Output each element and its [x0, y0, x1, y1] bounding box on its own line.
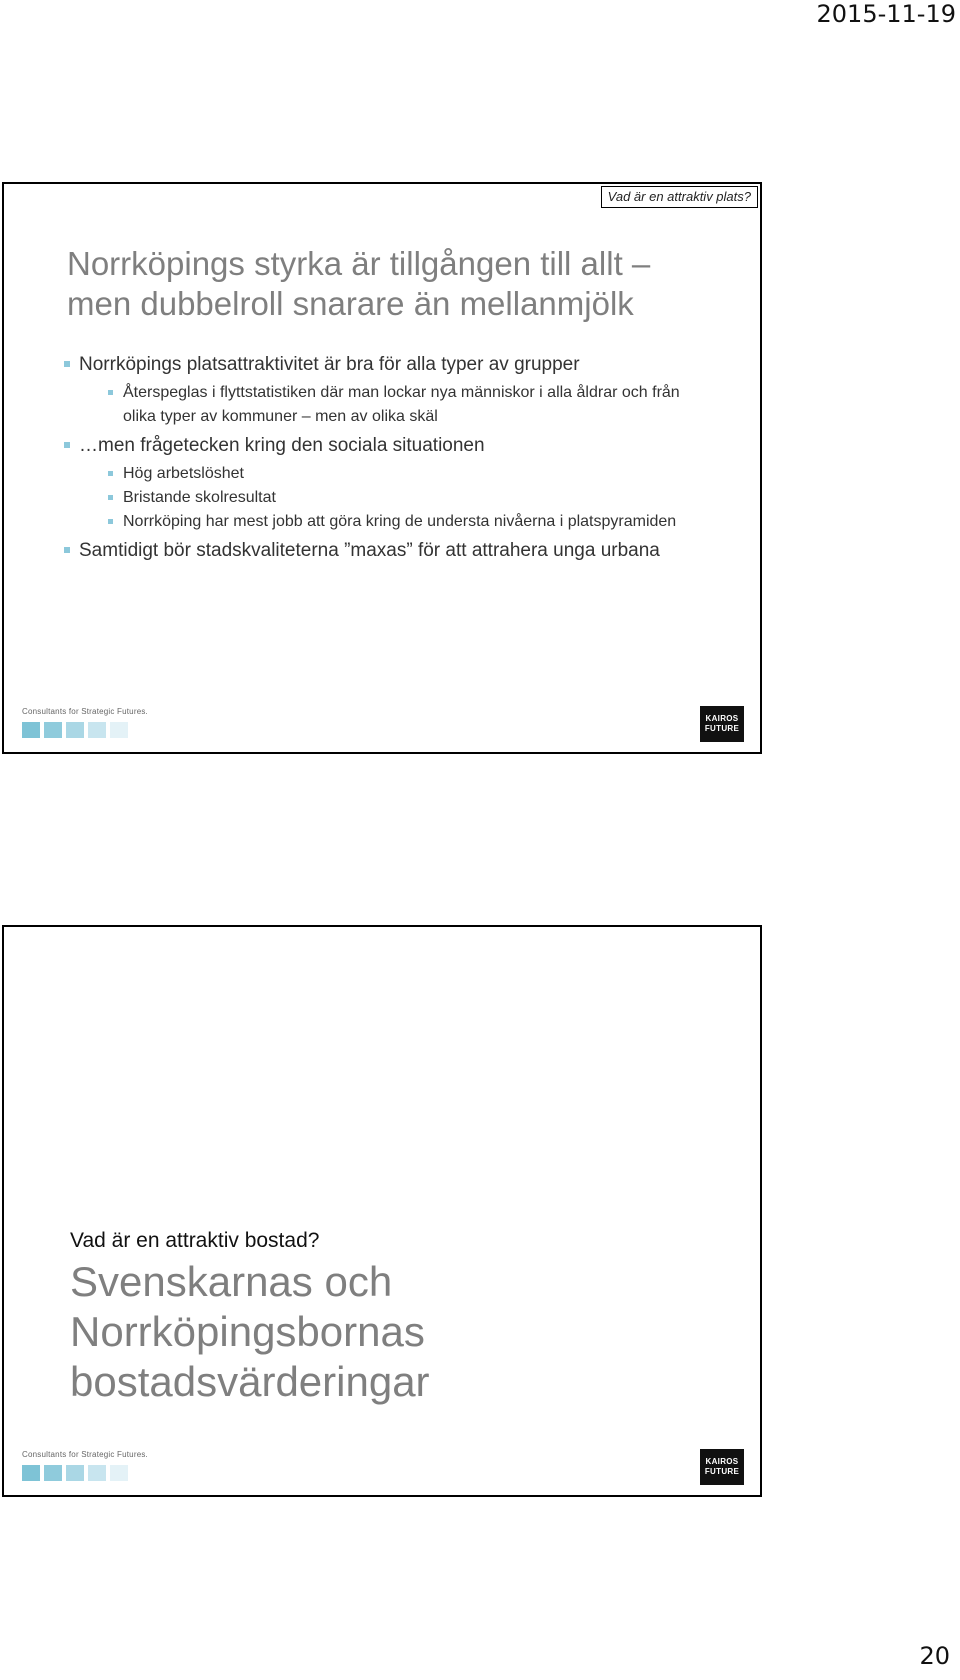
bullet-icon: [108, 390, 113, 395]
bullet-text: Hög arbetslöshet: [123, 465, 244, 482]
section-label: Vad är en attraktiv bostad?: [70, 1229, 320, 1252]
tagline: Consultants for Strategic Futures.: [22, 707, 148, 716]
bullet-icon: [108, 471, 113, 476]
page-number: 20: [919, 1642, 950, 1670]
slide-footer: [22, 1450, 148, 1481]
bullet-text: Bristande skolresultat: [123, 489, 276, 506]
bullet-text: Samtidigt bör stadskvaliteterna ”maxas” för att attrahera unga urbana: [79, 540, 660, 561]
slide-1: [2, 182, 762, 754]
kairos-future-logo: [700, 706, 744, 742]
title-line: Svenskarnas och: [70, 1258, 393, 1305]
kairos-future-logo: [700, 1449, 744, 1485]
bullet-text: Norrköping har mest jobb att göra kring de understa nivåerna i platspyramiden: [123, 513, 677, 530]
logo-line: FUTURE: [704, 724, 740, 733]
title-line: Norrköpingsbornas: [70, 1308, 425, 1355]
slide-2: [2, 925, 762, 1497]
logo-line: KAIROS: [705, 714, 739, 723]
bullet-icon: [64, 361, 70, 367]
brand-square: [44, 1465, 62, 1481]
brand-square: [66, 722, 84, 738]
title-line: men dubbelroll snarare än mellanmjölk: [67, 285, 634, 322]
brand-squares: [22, 1465, 148, 1481]
title-line: Norrköpings styrka är tillgången till allt –: [67, 245, 651, 282]
brand-square: [66, 1465, 84, 1481]
brand-square: [110, 1465, 128, 1481]
logo-line: FUTURE: [704, 1467, 740, 1476]
sub-bullet-item: [108, 486, 714, 510]
title-line: bostadsvärderingar: [70, 1358, 430, 1405]
slide-footer: [22, 707, 148, 738]
brand-square: [88, 722, 106, 738]
tagline: Consultants for Strategic Futures.: [22, 1450, 148, 1459]
bullet-text: …men frågetecken kring den sociala situationen: [79, 435, 485, 456]
bullet-icon: [108, 495, 113, 500]
slide-title: [67, 244, 727, 324]
logo-line: KAIROS: [705, 1457, 739, 1466]
sub-bullet-item: [108, 462, 714, 486]
sub-bullet-item: [108, 381, 714, 429]
bullet-list: [64, 352, 714, 567]
brand-square: [22, 722, 40, 738]
section-tag: Vad är en attraktiv plats?: [601, 186, 758, 208]
bullet-item: [64, 433, 714, 458]
bullet-icon: [64, 442, 70, 448]
bullet-item: [64, 538, 714, 563]
bullet-text: Norrköpings platsattraktivitet är bra för alla typer av grupper: [79, 354, 580, 375]
bullet-item: [64, 352, 714, 377]
bullet-icon: [108, 519, 113, 524]
page-date: 2015-11-19: [816, 0, 956, 28]
brand-squares: [22, 722, 148, 738]
brand-square: [44, 722, 62, 738]
brand-square: [22, 1465, 40, 1481]
sub-bullet-item: [108, 510, 714, 534]
bullet-icon: [64, 547, 70, 553]
brand-square: [110, 722, 128, 738]
bullet-text: Återspeglas i flyttstatistiken där man lockar nya människor i alla åldrar och från olika typer av kommuner – men av olika skäl: [123, 384, 680, 425]
brand-square: [88, 1465, 106, 1481]
slide-title: [70, 1257, 570, 1407]
